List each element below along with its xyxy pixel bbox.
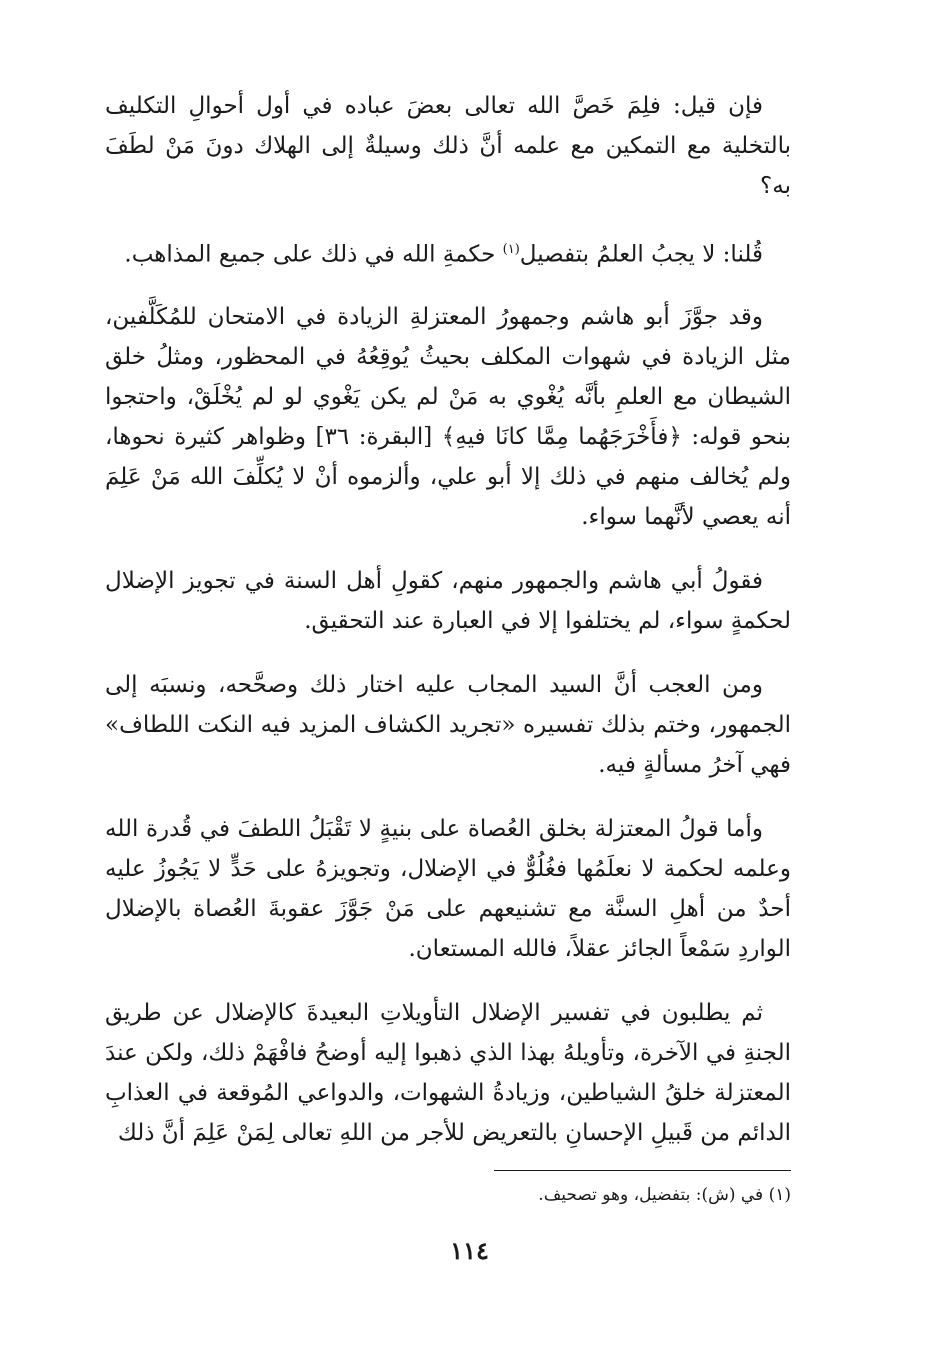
paragraph-mutazila-creation: وأما قولُ المعتزلة بخلق العُصاة على بنيةٍ لا تَقْبَلُ اللطفَ في قُدرة الله وعلمه لحكمة لا نعلَمُها فغُلُوٌّ في الإضلال، وتجويزهُ على حَدٍّ لا يَجُوزُ عليه أحدٌ من أهلِ السنَّة مع تشنيعهم على مَنْ جَوَّزَ عقوبةَ العُصاة بالإضلال الواردِ سَمْعاً الجائز عقلاً، فالله المستعان. [105,815,791,962]
footnote-divider [494,1170,791,1171]
body-text [105,86,791,1177]
paragraph-sayyid: ومن العجب أنَّ السيد المجاب عليه اختار ذلك وصحَّحه، ونسبَه إلى الجمهور، وختم بذلك تفسيره «تجريد الكشاف المزيد فيه النكت اللطاف» فهي آخرُ مسألةٍ فيه. [105,671,791,778]
footnote: (١) في (ش): بتفضيل، وهو تصحيف. [538,1185,791,1205]
paragraph-interpretations: ثم يطلبون في تفسير الإضلال التأويلاتِ البعيدةَ كالإضلال عن طريق الجنةِ في الآخرة، وتأويلهُ بهذا الذي ذهبوا إليه أوضحُ فافْهَمْ ذلك، ولكن عندَ المعتزلة خلقُ الشياطين، وزيادةُ الشهوات، والدواعي المُوقعة في العذابِ الدائم من قَبيلِ الإحسانِ بالتعريض للأجر من اللهِ تعالى لِمَنْ عَلِمَ أنَّ ذلك [105,999,791,1146]
paragraph-question: فإن قيل: فلِمَ خَصَّ الله تعالى بعضَ عباده في أول أحوالِ التكليف بالتخلية مع التمكين مع علمه أنَّ ذلك وسيلةٌ إلى الهلاك دونَ مَنْ لطَفَ به؟ [105,93,791,199]
paragraph-abu-hashim: وقد جوَّزَ أبو هاشم وجمهورُ المعتزلةِ الزيادة في الامتحان للمُكَلَّفين، مثل الزيادة في شهوات المكلف بحيثُ يُوقِعُهُ في المحظور، ومثلُ خلق الشيطان مع العلمِ بأنَّه يُغْوي به مَنْ لم يكن يَغْوي لو لم يُخْلَقْ، واحتجوا بنحو قوله: ﴿فأَخْرَجَهُما مِمَّا كانَا فيهِ﴾ [البقرة: ٣٦] وظواهر كثيرة نحوها، ولم يُخالف منهم في ذلك إلا أبو علي، وألزموه أنْ لا يُكلِّفَ الله مَنْ عَلِمَ أنه يعصي لأنَّهما سواء. [105,303,791,530]
footnote-reference[interactable]: (١) [502,242,520,257]
paragraph-sunni-view: فقولُ أبي هاشم والجمهور منهم، كقولِ أهل السنة في تجويز الإضلال لحكمةٍ سواء، لم يختلفوا إلا في العبارة عند التحقيق. [105,567,791,634]
answer-text-start: قُلنا: لا يجبُ العلمُ بتفصيل [519,241,763,268]
answer-text-end: حكمةِ الله في ذلك على جميع المذاهب. [124,241,503,268]
paragraph-answer [105,230,791,275]
page-number: ١١٤ [450,1236,489,1265]
